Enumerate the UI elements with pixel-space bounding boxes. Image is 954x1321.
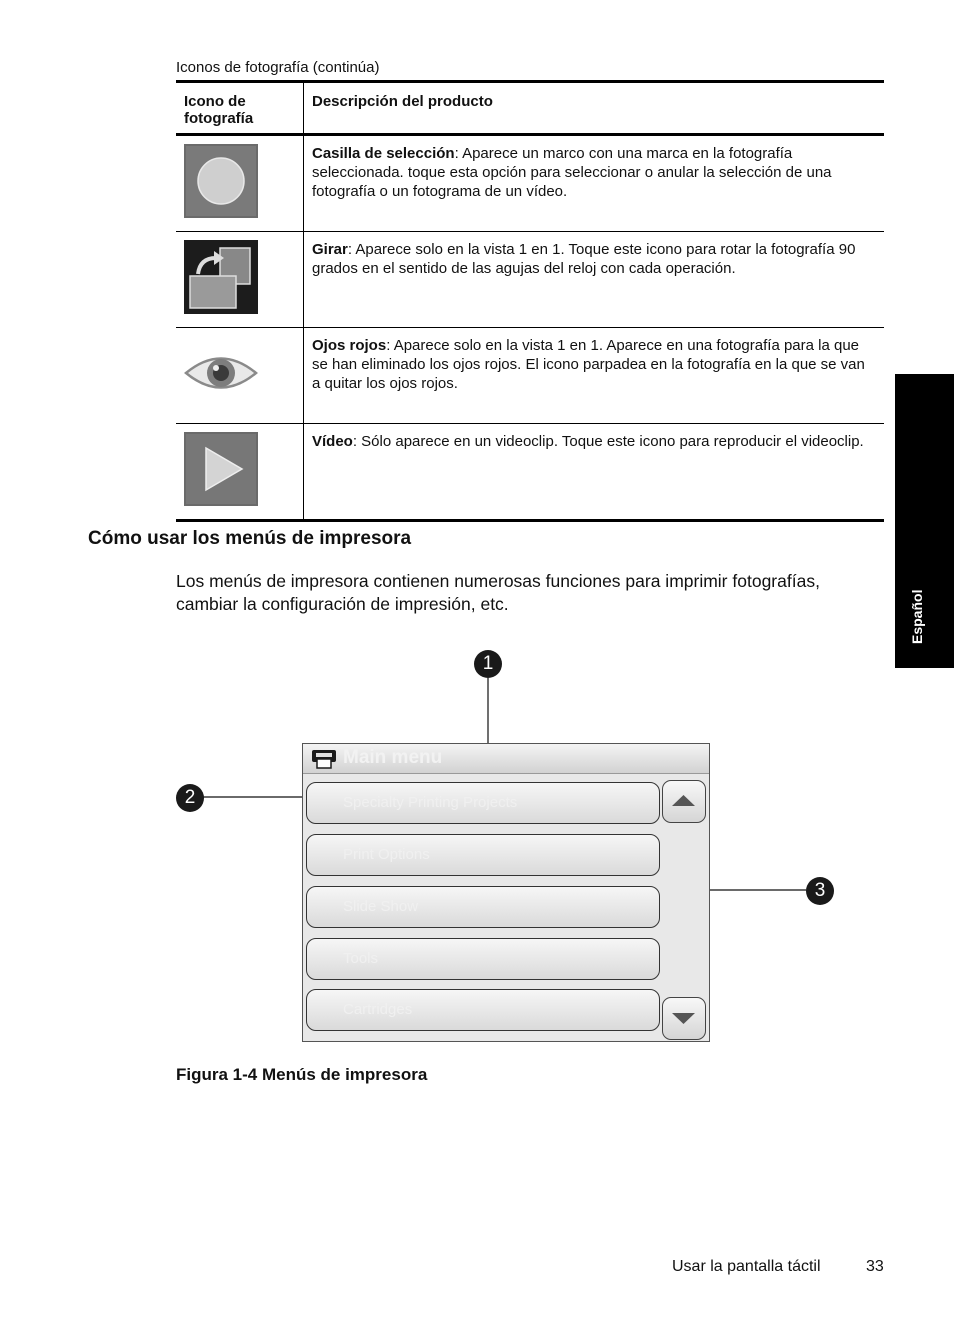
footer-section: Usar la pantalla táctil [672, 1258, 821, 1275]
row-term: Ojos rojos [312, 337, 387, 354]
header-description: Descripción del producto [312, 93, 493, 110]
menu-title: Main menu [343, 747, 443, 768]
header-icon: Icono de fotografía [176, 82, 304, 135]
scroll-down-button[interactable] [662, 997, 706, 1040]
row-term: Vídeo [312, 433, 353, 450]
section-heading: Cómo usar los menús de impresora [88, 528, 412, 549]
scroll-up-button[interactable] [662, 780, 706, 823]
page-number: 33 [866, 1258, 884, 1275]
arrow-up-icon [663, 781, 704, 821]
menu-item-specialty-printing-projects[interactable]: Specialty Printing Projects [306, 782, 660, 824]
callout-3: 3 [806, 877, 834, 905]
menu-item-cartridges[interactable]: Cartridges [306, 989, 660, 1031]
section-intro: Los menús de impresora contienen numerosas funciones para imprimir fotografías, cambiar la configuración de impresión, etc. [176, 571, 820, 614]
row-description: : Aparece solo en la vista 1 en 1. Aparece en una fotografía para la que se han eliminado los ojos rojos. El icono parpadea en la fotografía en la que se van a quitar los ojos rojos. [312, 337, 865, 392]
menu-item-print-options[interactable]: Print Options [306, 834, 660, 876]
callout-2: 2 [176, 784, 204, 812]
row-term: Girar [312, 241, 348, 258]
menu-title-bar [303, 744, 709, 774]
row-term: Casilla de selección [312, 145, 455, 162]
row-description: : Aparece un marco con una marca en la fotografía seleccionada. toque esta opción para seleccionar o anular la selección de una fotografía o un fotograma de un vídeo. [312, 145, 832, 200]
language-tab-label: Español [909, 589, 925, 644]
arrow-down-icon [663, 998, 704, 1038]
printer-menu-screen [302, 743, 710, 1042]
figure-caption: Figura 1-4 Menús de impresora [176, 1065, 428, 1084]
menu-item-slide-show[interactable]: Slide Show [306, 886, 660, 928]
callout-1: 1 [474, 650, 502, 678]
row-description: : Aparece solo en la vista 1 en 1. Toque este icono para rotar la fotografía 90 grados en el sentido de las agujas del reloj con cada operación. [312, 241, 856, 277]
table-caption: Iconos de fotografía (continúa) [176, 59, 380, 76]
row-description: : Sólo aparece en un videoclip. Toque este icono para reproducir el videoclip. [352, 433, 864, 450]
menu-item-tools[interactable]: Tools [306, 938, 660, 980]
printer-icon[interactable] [311, 747, 337, 769]
